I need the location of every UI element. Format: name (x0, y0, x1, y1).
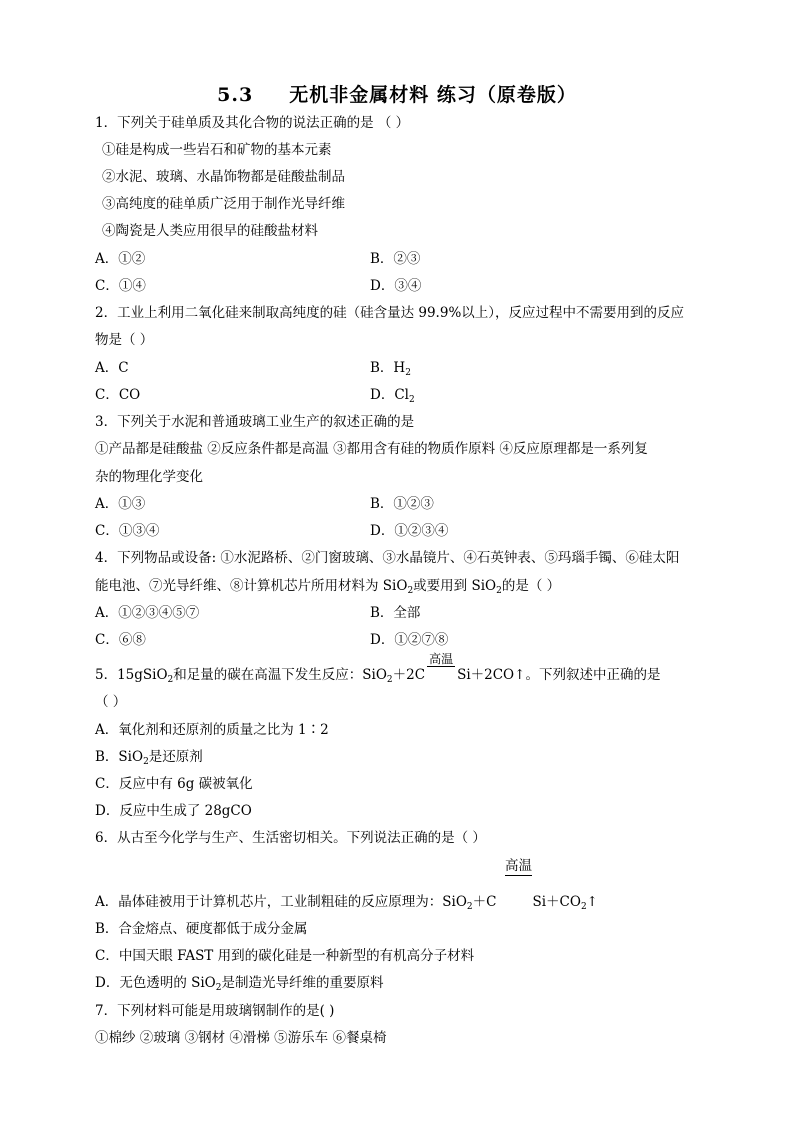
q7-stem: 7．下列材料可能是用玻璃钢制作的是( ) (95, 1003, 335, 1019)
q3-stem: 3．下列关于水泥和普通玻璃工业生产的叙述正确的是 (95, 414, 415, 430)
q4-text-2: 或要用到 SiO (413, 578, 497, 594)
q1-item-4: ④陶瓷是人类应用很早的硅酸盐材料 (102, 223, 318, 239)
q3-option-b: B．①②③ (370, 496, 434, 512)
page-title (0, 80, 794, 107)
q4-option-b: B．全部 (370, 605, 421, 621)
q4-text-3: 的是（ ） (501, 578, 561, 594)
title-text: 无机非金属材料 练习（原卷版） (289, 84, 577, 106)
q4-stem-line1: 4．下列物品或设备: ①水泥路桥、②门窗玻璃、③水晶镜片、④石英钟表、⑤玛瑙手镯、⑥硅太阳 (95, 550, 680, 566)
q4-sub-2: 2 (496, 586, 502, 596)
q1-item-2: ②水泥、玻璃、水晶饰物都是硅酸盐制品 (102, 169, 345, 185)
q4-option-a: A．①②③④⑤⑦ (95, 605, 200, 621)
q5-option-d: D．反应中生成了 28gCO (95, 803, 252, 819)
q2-option-b-text: B．H (370, 360, 406, 376)
q5-text-1: 5．15gSiO (95, 667, 168, 683)
q5-sub-2: 2 (386, 675, 393, 685)
q6-option-b: B．合金熔点、硬度都低于成分金属 (95, 921, 308, 937)
q6-option-d (95, 974, 383, 992)
q3-items-line2: 杂的物理化学变化 (95, 469, 203, 485)
q5-option-b-sub: 2 (143, 757, 149, 767)
q6-condition: 高温 (505, 858, 532, 874)
q5-condition: 高温 (429, 652, 454, 666)
q6-option-d-sub: 2 (215, 983, 222, 993)
q2-stem-line1: 2．工业上利用二氧化硅来制取高纯度的硅（硅含量达 99.9%以上），反应过程中不需要用到的反应 (95, 305, 685, 321)
q6-option-a-text-1: A．晶体硅被用于计算机芯片，工业制粗硅的反应原理为：SiO (95, 894, 467, 910)
q1-option-b: B．②③ (370, 251, 421, 267)
q4-text-1: 能电池、⑦光导纤维、⑧计算机芯片所用材料为 SiO (95, 578, 408, 594)
q6-option-a-text-4: ↑ (586, 894, 598, 910)
q5-stem (95, 652, 661, 685)
q7-items: ①棉纱 ②玻璃 ③钢材 ④滑梯 ⑤游乐车 ⑥餐桌椅 (95, 1030, 387, 1046)
q2-option-d (370, 386, 415, 404)
section-number: 5.3 (217, 84, 254, 106)
q1-item-1: ①硅是构成一些岩石和矿物的基本元素 (102, 142, 332, 158)
q1-option-c: C．①④ (95, 278, 146, 294)
q5-text-4: Si＋2CO↑。下列叙述中正确的是 (457, 667, 661, 683)
q6-option-a (95, 893, 598, 911)
q4-option-c: C．⑥⑧ (95, 632, 146, 648)
q5-option-a: A．氧化剂和还原剂的质量之比为 1∶2 (95, 722, 329, 738)
q1-stem: 1．下列关于硅单质及其化合物的说法正确的是 （ ） (95, 115, 410, 131)
q3-option-d: D．①②③④ (370, 523, 449, 539)
q5-text-3: ＋2C (392, 667, 426, 683)
q3-option-c: C．①③④ (95, 523, 160, 539)
q5-option-b-text-1: B．SiO (95, 749, 144, 765)
q2-option-d-sub: 2 (408, 395, 415, 405)
q5-text-2: 和足量的碳在高温下发生反应：SiO (173, 667, 387, 683)
q6-option-a-text-2: ＋C (472, 894, 497, 910)
q4-sub-1: 2 (407, 586, 414, 596)
q2-option-b-sub: 2 (405, 368, 411, 378)
q3-items-line1: ①产品都是硅酸盐 ②反应条件都是高温 ③都用含有硅的物质作原料 ④反应原理都是一系列复 (95, 441, 648, 457)
q5-sub-1: 2 (167, 675, 174, 685)
q6-option-a-text-3: Si＋CO (532, 894, 581, 910)
q6-option-a-sub-2: 2 (580, 902, 587, 912)
q6-stem: 6．从古至今化学与生产、生活密切相关。下列说法正确的是（ ） (95, 830, 486, 846)
q1-option-d: D．③④ (370, 278, 422, 294)
q4-option-d: D．①②⑦⑧ (370, 632, 449, 648)
q6-option-a-sub-1: 2 (466, 902, 473, 912)
q3-option-a: A．①③ (95, 496, 146, 512)
q6-option-d-text-1: D．无色透明的 SiO (95, 975, 216, 991)
q5-option-b-text-2: 是还原剂 (148, 749, 203, 765)
q5-paren: （ ） (95, 694, 127, 710)
q6-option-c: C．中国天眼 FAST 用到的碳化硅是一种新型的有机高分子材料 (95, 948, 475, 964)
q2-option-b (370, 359, 411, 377)
q2-stem-line2: 物是（ ） (95, 332, 154, 348)
q5-reaction-arrow (425, 652, 457, 684)
q2-option-c: C．CO (95, 387, 141, 403)
q2-option-d-text: D．Cl (370, 387, 409, 403)
q5-option-c: C．反应中有 6g 碳被氧化 (95, 776, 253, 792)
q4-stem-line2 (95, 577, 560, 595)
q6-option-d-text-2: 是制造光导纤维的重要原料 (221, 975, 384, 991)
q1-option-a: A．①② (95, 251, 146, 267)
q1-item-3: ③高纯度的硅单质广泛用于制作光导纤维 (102, 196, 345, 212)
q5-option-b (95, 748, 203, 766)
q2-option-a: A．C (95, 360, 129, 376)
